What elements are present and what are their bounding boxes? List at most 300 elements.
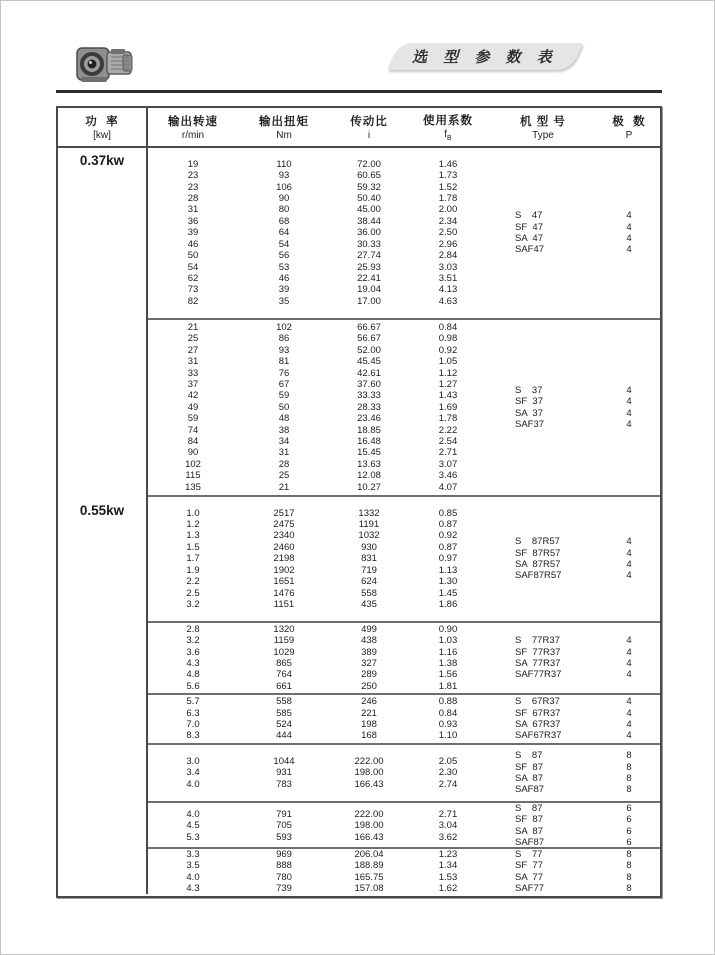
cell-value: 444 — [276, 730, 292, 742]
poles-column — [598, 849, 660, 894]
torque-column — [238, 148, 330, 318]
ratio-column — [330, 803, 408, 849]
cell-value: 2.5 — [186, 587, 200, 599]
cell-value: 166.43 — [354, 778, 384, 790]
cell-value: 72.00 — [357, 158, 381, 170]
cell-value: 33.33 — [357, 390, 381, 402]
poles-column — [598, 695, 660, 743]
poles-value: 4 — [626, 559, 632, 570]
poles-value: 6 — [626, 814, 632, 826]
cell-value: 67 — [278, 378, 290, 390]
cell-value: 45.00 — [357, 204, 381, 216]
header-power: 功 率 [kw] — [58, 108, 148, 146]
cell-value: 50.40 — [357, 193, 381, 205]
cell-value: 73 — [187, 284, 199, 296]
type-value: S 67R37 — [515, 696, 560, 708]
cell-value: 558 — [361, 587, 377, 599]
poles-value: 4 — [626, 707, 632, 719]
speed-column — [148, 849, 238, 894]
poles-value: 8 — [626, 761, 632, 773]
type-value: SAF77 — [515, 883, 545, 894]
cell-value: 1151 — [273, 598, 295, 610]
type-column — [488, 745, 598, 801]
speed-column — [148, 497, 238, 621]
cell-value: 0.93 — [438, 719, 458, 730]
table-block — [148, 318, 660, 495]
cell-value: 59 — [278, 390, 290, 402]
power-section-label: 0.55kw — [79, 503, 125, 518]
cell-value: 36.00 — [357, 227, 381, 239]
cell-value: 37.60 — [357, 378, 381, 390]
header-service-factor: 使用系数 $f_B$ — [423, 115, 473, 142]
table-block — [148, 621, 660, 693]
cell-value: 42 — [187, 390, 199, 402]
cell-value: 2.05 — [438, 755, 458, 767]
cell-value: 17.00 — [357, 295, 381, 307]
cell-value: 1.12 — [438, 367, 458, 379]
type-column — [488, 148, 598, 318]
cell-value: 1.69 — [438, 401, 458, 413]
cell-value: 2460 — [273, 541, 295, 553]
cell-value: 791 — [276, 808, 292, 820]
cell-value: 8.3 — [186, 730, 200, 742]
cell-value: 1.53 — [438, 871, 458, 883]
type-value: SAF87R57 — [515, 570, 562, 582]
speed-column — [148, 695, 238, 743]
cell-value: 22.41 — [357, 272, 381, 284]
cell-value: 49 — [187, 401, 199, 413]
cell-value: 2475 — [273, 519, 295, 531]
cell-value: 1.2 — [186, 519, 200, 531]
cell-value: 4.0 — [186, 871, 200, 883]
cell-value: 389 — [361, 646, 377, 658]
cell-value: 168 — [361, 730, 377, 742]
cell-value: 3.2 — [186, 598, 200, 610]
cell-value: 1029 — [273, 646, 295, 658]
cell-value: 93 — [278, 170, 290, 182]
cell-value: 53 — [278, 261, 290, 273]
factor-column — [408, 497, 488, 621]
poles-value: 4 — [626, 396, 632, 408]
cell-value: 2.22 — [438, 424, 458, 436]
cell-value: 56 — [278, 250, 290, 262]
cell-value: 66.67 — [357, 321, 381, 333]
type-value: SF 77R37 — [515, 646, 561, 658]
cell-value: 438 — [361, 635, 377, 647]
cell-value: 25 — [278, 470, 290, 482]
cell-value: 289 — [361, 669, 377, 681]
cell-value: 31 — [187, 204, 199, 216]
cell-value: 38.44 — [357, 215, 381, 227]
cell-value: 110 — [276, 158, 292, 170]
cell-value: 1320 — [273, 623, 295, 635]
cell-value: 1159 — [273, 635, 295, 647]
factor-column — [408, 623, 488, 693]
type-column — [488, 320, 598, 495]
cell-value: 0.85 — [438, 507, 458, 519]
cell-value: 106 — [276, 181, 292, 193]
cell-value: 780 — [276, 871, 292, 883]
cell-value: 198 — [361, 719, 377, 730]
cell-value: 135 — [185, 481, 201, 493]
table-body — [58, 148, 660, 894]
poles-value: 4 — [626, 669, 632, 681]
cell-value: 2.2 — [186, 576, 200, 588]
cell-value: 12.08 — [357, 470, 381, 482]
cell-value: 50 — [278, 401, 290, 413]
cell-value: 221 — [361, 707, 377, 719]
type-value: SA 87 — [515, 773, 543, 784]
type-value: S 77 — [515, 849, 543, 860]
cell-value: 1.45 — [438, 587, 458, 599]
cell-value: 4.0 — [186, 808, 200, 820]
cell-value: 74 — [187, 424, 199, 436]
ratio-column — [330, 148, 408, 318]
cell-value: 2.54 — [438, 436, 458, 448]
cell-value: 3.03 — [438, 261, 458, 273]
cell-value: 18.85 — [357, 424, 381, 436]
type-value: S 87 — [515, 750, 543, 762]
cell-value: 2.8 — [186, 623, 200, 635]
cell-value: 4.13 — [438, 284, 458, 296]
cell-value: 1.30 — [438, 576, 458, 588]
header-rule — [56, 90, 662, 93]
cell-value: 0.98 — [438, 333, 458, 345]
type-value: SA 87 — [515, 825, 543, 837]
poles-value: 4 — [626, 536, 632, 548]
type-value: SF 37 — [515, 396, 543, 408]
cell-value: 59 — [187, 413, 199, 425]
torque-column — [238, 695, 330, 743]
power-section-label: 0.37kw — [79, 153, 125, 168]
cell-value: 2517 — [273, 507, 295, 519]
cell-value: 250 — [361, 680, 377, 692]
cell-value: 1.73 — [438, 170, 458, 182]
cell-value: 165.75 — [354, 871, 384, 883]
cell-value: 5.7 — [186, 696, 200, 708]
cell-value: 81 — [278, 356, 290, 368]
cell-value: 46 — [187, 238, 199, 250]
cell-value: 39 — [187, 227, 199, 239]
cell-value: 3.5 — [186, 860, 200, 872]
cell-value: 764 — [276, 669, 292, 681]
type-column — [488, 849, 598, 894]
cell-value: 34 — [278, 436, 290, 448]
speed-column — [148, 623, 238, 693]
speed-column — [148, 320, 238, 495]
cell-value: 198.00 — [354, 767, 384, 779]
cell-value: 16.48 — [357, 436, 381, 448]
cell-value: 1.0 — [186, 507, 200, 519]
ratio-column — [330, 849, 408, 894]
cell-value: 558 — [276, 696, 292, 708]
data-blocks — [148, 148, 660, 894]
cell-value: 1.27 — [438, 378, 458, 390]
cell-value: 1032 — [358, 530, 380, 542]
cell-value: 3.07 — [438, 458, 458, 470]
cell-value: 499 — [361, 623, 377, 635]
factor-column — [408, 745, 488, 801]
cell-value: 19.04 — [357, 284, 381, 296]
cell-value: 35 — [278, 295, 290, 307]
type-value: S 87 — [515, 803, 543, 814]
cell-value: 102 — [276, 321, 292, 333]
cell-value: 1.78 — [438, 413, 458, 425]
cell-value: 2.30 — [438, 767, 458, 779]
cell-value: 931 — [276, 767, 292, 779]
cell-value: 1476 — [273, 587, 295, 599]
cell-value: 327 — [361, 658, 377, 669]
factor-column — [408, 695, 488, 743]
cell-value: 3.4 — [186, 767, 200, 779]
cell-value: 1.56 — [438, 669, 458, 681]
type-column — [488, 497, 598, 621]
cell-value: 969 — [276, 849, 292, 860]
cell-value: 59.32 — [357, 181, 381, 193]
type-value: SA 77 — [515, 871, 543, 883]
cell-value: 28.33 — [357, 401, 381, 413]
cell-value: 1.23 — [438, 849, 458, 860]
cell-value: 0.87 — [438, 519, 458, 531]
cell-value: 2.00 — [438, 204, 458, 216]
poles-value: 8 — [626, 773, 632, 784]
cell-value: 54 — [278, 238, 290, 250]
cell-value: 1.05 — [438, 356, 458, 368]
torque-column — [238, 803, 330, 849]
table-block — [148, 743, 660, 801]
cell-value: 39 — [278, 284, 290, 296]
torque-column — [238, 849, 330, 894]
factor-column — [408, 849, 488, 894]
table-block — [148, 847, 660, 894]
type-value: SF 87R57 — [515, 547, 561, 559]
speed-column — [148, 148, 238, 318]
type-column — [488, 803, 598, 849]
poles-column — [598, 623, 660, 693]
type-value: SF 47 — [515, 221, 543, 233]
poles-column — [598, 745, 660, 801]
cell-value: 865 — [276, 658, 292, 669]
type-column — [488, 623, 598, 693]
type-value: SF 87 — [515, 761, 543, 773]
cell-value: 62 — [187, 272, 199, 284]
cell-value: 3.51 — [438, 272, 458, 284]
cell-value: 82 — [187, 295, 199, 307]
cell-value: 1044 — [273, 755, 295, 767]
cell-value: 1332 — [358, 507, 380, 519]
type-value: SA 67R37 — [515, 719, 561, 730]
title-banner — [387, 43, 584, 70]
poles-value: 8 — [626, 849, 632, 860]
cell-value: 48 — [278, 413, 290, 425]
cell-value: 2340 — [273, 530, 295, 542]
ratio-column — [330, 320, 408, 495]
cell-value: 21 — [278, 481, 290, 493]
cell-value: 1.03 — [438, 635, 458, 647]
type-value: SAF47 — [515, 244, 545, 256]
gearmotor-logo-image — [65, 39, 143, 91]
poles-value: 4 — [626, 244, 632, 256]
poles-value: 8 — [626, 871, 632, 883]
cell-value: 0.87 — [438, 541, 458, 553]
cell-value: 198.00 — [354, 820, 384, 832]
table-block — [148, 148, 660, 318]
speed-column — [148, 803, 238, 849]
cell-value: 1.78 — [438, 193, 458, 205]
cell-value: 1.13 — [438, 564, 458, 576]
type-value: SA 37 — [515, 407, 543, 419]
poles-value: 4 — [626, 646, 632, 658]
cell-value: 0.90 — [438, 623, 458, 635]
cell-value: 2.34 — [438, 215, 458, 227]
type-value: SF 67R37 — [515, 707, 561, 719]
table-block — [148, 693, 660, 743]
cell-value: 0.92 — [438, 344, 458, 356]
poles-value: 6 — [626, 825, 632, 837]
cell-value: 1.9 — [186, 564, 200, 576]
factor-column — [408, 803, 488, 849]
poles-value: 4 — [626, 384, 632, 396]
cell-value: 524 — [276, 719, 292, 730]
cell-value: 1.46 — [438, 158, 458, 170]
cell-value: 2.84 — [438, 250, 458, 262]
cell-value: 76 — [278, 367, 290, 379]
cell-value: 3.3 — [186, 849, 200, 860]
poles-value: 6 — [626, 837, 632, 849]
cell-value: 206.04 — [354, 849, 384, 860]
cell-value: 0.97 — [438, 553, 458, 565]
cell-value: 31 — [278, 447, 290, 459]
type-value: SAF37 — [515, 418, 545, 430]
header-poles: 极 数 P — [612, 116, 646, 141]
cell-value: 0.88 — [438, 696, 458, 708]
cell-value: 3.04 — [438, 820, 458, 832]
poles-value: 4 — [626, 719, 632, 730]
cell-value: 0.84 — [438, 321, 458, 333]
poles-column — [598, 320, 660, 495]
cell-value: 13.63 — [357, 458, 381, 470]
cell-value: 157.08 — [354, 883, 384, 894]
cell-value: 45.45 — [357, 356, 381, 368]
cell-value: 4.5 — [186, 820, 200, 832]
cell-value: 5.3 — [186, 831, 200, 843]
cell-value: 4.07 — [438, 481, 458, 493]
cell-value: 1.10 — [438, 730, 458, 742]
cell-value: 1651 — [273, 576, 295, 588]
cell-value: 5.6 — [186, 680, 200, 692]
cell-value: 222.00 — [354, 755, 384, 767]
cell-value: 4.63 — [438, 295, 458, 307]
poles-value: 4 — [626, 635, 632, 647]
cell-value: 86 — [278, 333, 290, 345]
cell-value: 68 — [278, 215, 290, 227]
cell-value: 90 — [187, 447, 199, 459]
cell-value: 585 — [276, 707, 292, 719]
ratio-column — [330, 623, 408, 693]
cell-value: 93 — [278, 344, 290, 356]
cell-value: 1.86 — [438, 598, 458, 610]
header-output-torque: 输出扭矩 Nm — [259, 116, 309, 141]
speed-column — [148, 745, 238, 801]
type-value: SAF87 — [515, 837, 545, 849]
cell-value: 38 — [278, 424, 290, 436]
poles-value: 4 — [626, 547, 632, 559]
cell-value: 2.50 — [438, 227, 458, 239]
cell-value: 52.00 — [357, 344, 381, 356]
cell-value: 4.3 — [186, 883, 200, 894]
cell-value: 21 — [187, 321, 199, 333]
cell-value: 3.6 — [186, 646, 200, 658]
type-value: SF 77 — [515, 860, 543, 872]
cell-value: 2198 — [273, 553, 295, 565]
type-value: S 47 — [515, 210, 543, 222]
cell-value: 2.96 — [438, 238, 458, 250]
cell-value: 930 — [361, 541, 377, 553]
cell-value: 80 — [278, 204, 290, 216]
power-column — [58, 148, 148, 894]
poles-value: 4 — [626, 696, 632, 708]
cell-value: 1.38 — [438, 658, 458, 669]
cell-value: 7.0 — [186, 719, 200, 730]
cell-value: 2.71 — [438, 808, 458, 820]
type-value: SF 87 — [515, 814, 543, 826]
type-value: SA 87R57 — [515, 559, 561, 570]
cell-value: 25.93 — [357, 261, 381, 273]
cell-value: 783 — [276, 778, 292, 790]
cell-value: 3.46 — [438, 470, 458, 482]
cell-value: 1.81 — [438, 680, 458, 692]
table-header-row — [58, 108, 660, 148]
factor-column — [408, 320, 488, 495]
cell-value: 3.62 — [438, 831, 458, 843]
selection-parameter-table — [56, 106, 662, 898]
cell-value: 624 — [361, 576, 377, 588]
header-type: 机 型 号 Type — [520, 116, 566, 141]
cell-value: 831 — [361, 553, 377, 565]
type-value: SAF77R37 — [515, 669, 562, 681]
cell-value: 19 — [187, 158, 199, 170]
ratio-column — [330, 695, 408, 743]
poles-value: 4 — [626, 210, 632, 222]
poles-column — [598, 497, 660, 621]
cell-value: 36 — [187, 215, 199, 227]
cell-value: 33 — [187, 367, 199, 379]
ratio-column — [330, 497, 408, 621]
cell-value: 15.45 — [357, 447, 381, 459]
cell-value: 1.43 — [438, 390, 458, 402]
cell-value: 4.3 — [186, 658, 200, 669]
factor-column — [408, 148, 488, 318]
cell-value: 37 — [187, 378, 199, 390]
poles-value: 8 — [626, 750, 632, 762]
cell-value: 1.34 — [438, 860, 458, 872]
poles-value: 4 — [626, 418, 632, 430]
cell-value: 23 — [187, 170, 199, 182]
cell-value: 661 — [276, 680, 292, 692]
cell-value: 1191 — [358, 519, 380, 531]
table-block — [148, 495, 660, 621]
type-value: SA 77R37 — [515, 658, 561, 669]
cell-value: 246 — [361, 696, 377, 708]
table-block — [148, 801, 660, 847]
cell-value: 1.7 — [186, 553, 200, 565]
cell-value: 115 — [185, 470, 201, 482]
cell-value: 1.62 — [438, 883, 458, 894]
poles-value: 4 — [626, 730, 632, 742]
cell-value: 3.2 — [186, 635, 200, 647]
cell-value: 166.43 — [354, 831, 384, 843]
cell-value: 2.74 — [438, 778, 458, 790]
